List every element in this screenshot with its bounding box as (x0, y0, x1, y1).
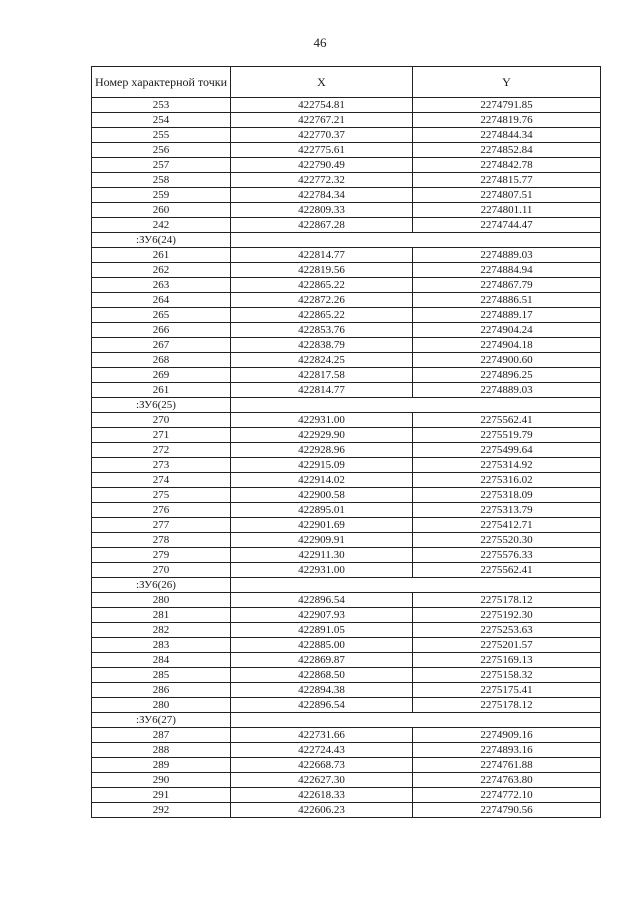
section-row (92, 233, 601, 248)
point-number-cell: 275 (92, 488, 231, 503)
table-row (92, 518, 601, 533)
point-number-cell: 288 (92, 743, 231, 758)
point-number-cell: 253 (92, 98, 231, 113)
point-number-cell: 256 (92, 143, 231, 158)
y-cell: 2274889.03 (413, 248, 601, 263)
x-cell: 422868.50 (231, 668, 413, 683)
point-number-cell: 272 (92, 443, 231, 458)
table-row (92, 278, 601, 293)
x-cell: 422872.26 (231, 293, 413, 308)
empty-cell (231, 713, 601, 728)
section-row (92, 578, 601, 593)
point-number-cell: 289 (92, 758, 231, 773)
y-cell: 2274852.84 (413, 143, 601, 158)
x-cell: 422869.87 (231, 653, 413, 668)
table-row (92, 593, 601, 608)
x-cell: 422668.73 (231, 758, 413, 773)
y-cell: 2274884.94 (413, 263, 601, 278)
point-number-cell: 254 (92, 113, 231, 128)
x-cell: 422867.28 (231, 218, 413, 233)
table-row (92, 113, 601, 128)
x-cell: 422731.66 (231, 728, 413, 743)
y-cell: 2275169.13 (413, 653, 601, 668)
y-cell: 2274904.24 (413, 323, 601, 338)
y-cell: 2275201.57 (413, 638, 601, 653)
y-cell: 2274904.18 (413, 338, 601, 353)
table-row (92, 353, 601, 368)
x-cell: 422627.30 (231, 773, 413, 788)
header-y: Y (413, 67, 601, 98)
y-cell: 2275576.33 (413, 548, 601, 563)
y-cell: 2275318.09 (413, 488, 601, 503)
table-row (92, 308, 601, 323)
point-number-cell: 283 (92, 638, 231, 653)
point-number-cell: 270 (92, 563, 231, 578)
table-row (92, 368, 601, 383)
x-cell: 422838.79 (231, 338, 413, 353)
y-cell: 2274893.16 (413, 743, 601, 758)
point-number-cell: 263 (92, 278, 231, 293)
x-cell: 422824.25 (231, 353, 413, 368)
point-number-cell: 281 (92, 608, 231, 623)
x-cell: 422885.00 (231, 638, 413, 653)
y-cell: 2274801.11 (413, 203, 601, 218)
y-cell: 2275412.71 (413, 518, 601, 533)
table-row (92, 473, 601, 488)
x-cell: 422931.00 (231, 563, 413, 578)
point-number-cell: 258 (92, 173, 231, 188)
y-cell: 2275316.02 (413, 473, 601, 488)
table-row (92, 488, 601, 503)
y-cell: 2274772.10 (413, 788, 601, 803)
y-cell: 2274842.78 (413, 158, 601, 173)
empty-cell (231, 398, 601, 413)
table-row (92, 608, 601, 623)
point-number-cell: 264 (92, 293, 231, 308)
y-cell: 2274763.80 (413, 773, 601, 788)
x-cell: 422853.76 (231, 323, 413, 338)
y-cell: 2275158.32 (413, 668, 601, 683)
table-row (92, 443, 601, 458)
point-number-cell: 285 (92, 668, 231, 683)
y-cell: 2274889.17 (413, 308, 601, 323)
point-number-cell: 280 (92, 593, 231, 608)
header-row (92, 67, 601, 98)
table-row (92, 788, 601, 803)
y-cell: 2275499.64 (413, 443, 601, 458)
point-number-cell: 284 (92, 653, 231, 668)
table-row (92, 158, 601, 173)
point-number-cell: 261 (92, 248, 231, 263)
x-cell: 422907.93 (231, 608, 413, 623)
point-number-cell: 292 (92, 803, 231, 818)
y-cell: 2274761.88 (413, 758, 601, 773)
y-cell: 2275520.30 (413, 533, 601, 548)
point-number-cell: 274 (92, 473, 231, 488)
section-row (92, 398, 601, 413)
table-row (92, 773, 601, 788)
x-cell: 422817.58 (231, 368, 413, 383)
table-row (92, 143, 601, 158)
point-number-cell: 291 (92, 788, 231, 803)
table-row (92, 173, 601, 188)
table-row (92, 428, 601, 443)
y-cell: 2274819.76 (413, 113, 601, 128)
point-number-cell: 276 (92, 503, 231, 518)
y-cell: 2274886.51 (413, 293, 601, 308)
y-cell: 2275562.41 (413, 413, 601, 428)
table-row (92, 293, 601, 308)
table-row (92, 548, 601, 563)
x-cell: 422865.22 (231, 278, 413, 293)
point-number-cell: 271 (92, 428, 231, 443)
empty-cell (231, 233, 601, 248)
table-row (92, 338, 601, 353)
x-cell: 422618.33 (231, 788, 413, 803)
x-cell: 422754.81 (231, 98, 413, 113)
point-number-cell: 265 (92, 308, 231, 323)
x-cell: 422772.32 (231, 173, 413, 188)
table-row (92, 263, 601, 278)
y-cell: 2275562.41 (413, 563, 601, 578)
point-number-cell: 290 (92, 773, 231, 788)
table-row (92, 758, 601, 773)
y-cell: 2275175.41 (413, 683, 601, 698)
x-cell: 422865.22 (231, 308, 413, 323)
point-number-cell: 282 (92, 623, 231, 638)
y-cell: 2274844.34 (413, 128, 601, 143)
x-cell: 422775.61 (231, 143, 413, 158)
y-cell: 2274807.51 (413, 188, 601, 203)
table-row (92, 653, 601, 668)
x-cell: 422896.54 (231, 698, 413, 713)
point-number-cell: 268 (92, 353, 231, 368)
x-cell: 422770.37 (231, 128, 413, 143)
x-cell: 422900.58 (231, 488, 413, 503)
x-cell: 422915.09 (231, 458, 413, 473)
x-cell: 422790.49 (231, 158, 413, 173)
y-cell: 2275253.63 (413, 623, 601, 638)
x-cell: 422891.05 (231, 623, 413, 638)
y-cell: 2274815.77 (413, 173, 601, 188)
point-number-cell: 260 (92, 203, 231, 218)
y-cell: 2274790.56 (413, 803, 601, 818)
table-row (92, 743, 601, 758)
coordinates-table (91, 66, 601, 818)
section-label: :ЗУ6(26) (92, 578, 231, 593)
y-cell: 2274909.16 (413, 728, 601, 743)
section-row (92, 713, 601, 728)
point-number-cell: 257 (92, 158, 231, 173)
section-label: :ЗУ6(24) (92, 233, 231, 248)
y-cell: 2274889.03 (413, 383, 601, 398)
page-number: 46 (313, 35, 327, 50)
table-row (92, 638, 601, 653)
table-row (92, 413, 601, 428)
table-row (92, 668, 601, 683)
point-number-cell: 287 (92, 728, 231, 743)
point-number-cell: 261 (92, 383, 231, 398)
point-number-cell: 273 (92, 458, 231, 473)
table-row (92, 683, 601, 698)
table-row (92, 698, 601, 713)
y-cell: 2274900.60 (413, 353, 601, 368)
point-number-cell: 267 (92, 338, 231, 353)
x-cell: 422784.34 (231, 188, 413, 203)
empty-cell (231, 578, 601, 593)
table-row (92, 728, 601, 743)
point-number-cell: 280 (92, 698, 231, 713)
y-cell: 2274867.79 (413, 278, 601, 293)
y-cell: 2274744.47 (413, 218, 601, 233)
table-row (92, 503, 601, 518)
y-cell: 2275192.30 (413, 608, 601, 623)
x-cell: 422894.38 (231, 683, 413, 698)
point-number-cell: 259 (92, 188, 231, 203)
table-row (92, 803, 601, 818)
point-number-cell: 255 (92, 128, 231, 143)
y-cell: 2275178.12 (413, 593, 601, 608)
x-cell: 422896.54 (231, 593, 413, 608)
x-cell: 422929.90 (231, 428, 413, 443)
x-cell: 422814.77 (231, 248, 413, 263)
point-number-cell: 278 (92, 533, 231, 548)
point-number-cell: 269 (92, 368, 231, 383)
point-number-cell: 262 (92, 263, 231, 278)
header-x: X (231, 67, 413, 98)
point-number-cell: 277 (92, 518, 231, 533)
point-number-cell: 270 (92, 413, 231, 428)
point-number-cell: 279 (92, 548, 231, 563)
x-cell: 422606.23 (231, 803, 413, 818)
table-row (92, 458, 601, 473)
x-cell: 422767.21 (231, 113, 413, 128)
x-cell: 422928.96 (231, 443, 413, 458)
table-row (92, 128, 601, 143)
x-cell: 422814.77 (231, 383, 413, 398)
section-label: :ЗУ6(25) (92, 398, 231, 413)
x-cell: 422909.91 (231, 533, 413, 548)
x-cell: 422819.56 (231, 263, 413, 278)
table-row (92, 563, 601, 578)
table-row (92, 98, 601, 113)
table-row (92, 623, 601, 638)
point-number-cell: 242 (92, 218, 231, 233)
table-row (92, 323, 601, 338)
table-row (92, 383, 601, 398)
x-cell: 422724.43 (231, 743, 413, 758)
y-cell: 2274896.25 (413, 368, 601, 383)
y-cell: 2275519.79 (413, 428, 601, 443)
table-row (92, 218, 601, 233)
section-label: :ЗУ6(27) (92, 713, 231, 728)
y-cell: 2274791.85 (413, 98, 601, 113)
x-cell: 422901.69 (231, 518, 413, 533)
y-cell: 2275314.92 (413, 458, 601, 473)
table-header (92, 67, 601, 98)
table-row (92, 188, 601, 203)
y-cell: 2275313.79 (413, 503, 601, 518)
x-cell: 422809.33 (231, 203, 413, 218)
x-cell: 422931.00 (231, 413, 413, 428)
table-row (92, 248, 601, 263)
table-body (92, 98, 601, 818)
x-cell: 422895.01 (231, 503, 413, 518)
x-cell: 422911.30 (231, 548, 413, 563)
table-row (92, 533, 601, 548)
table-row (92, 203, 601, 218)
y-cell: 2275178.12 (413, 698, 601, 713)
point-number-cell: 286 (92, 683, 231, 698)
header-point-number: Номер характерной точки (92, 67, 231, 98)
point-number-cell: 266 (92, 323, 231, 338)
x-cell: 422914.02 (231, 473, 413, 488)
